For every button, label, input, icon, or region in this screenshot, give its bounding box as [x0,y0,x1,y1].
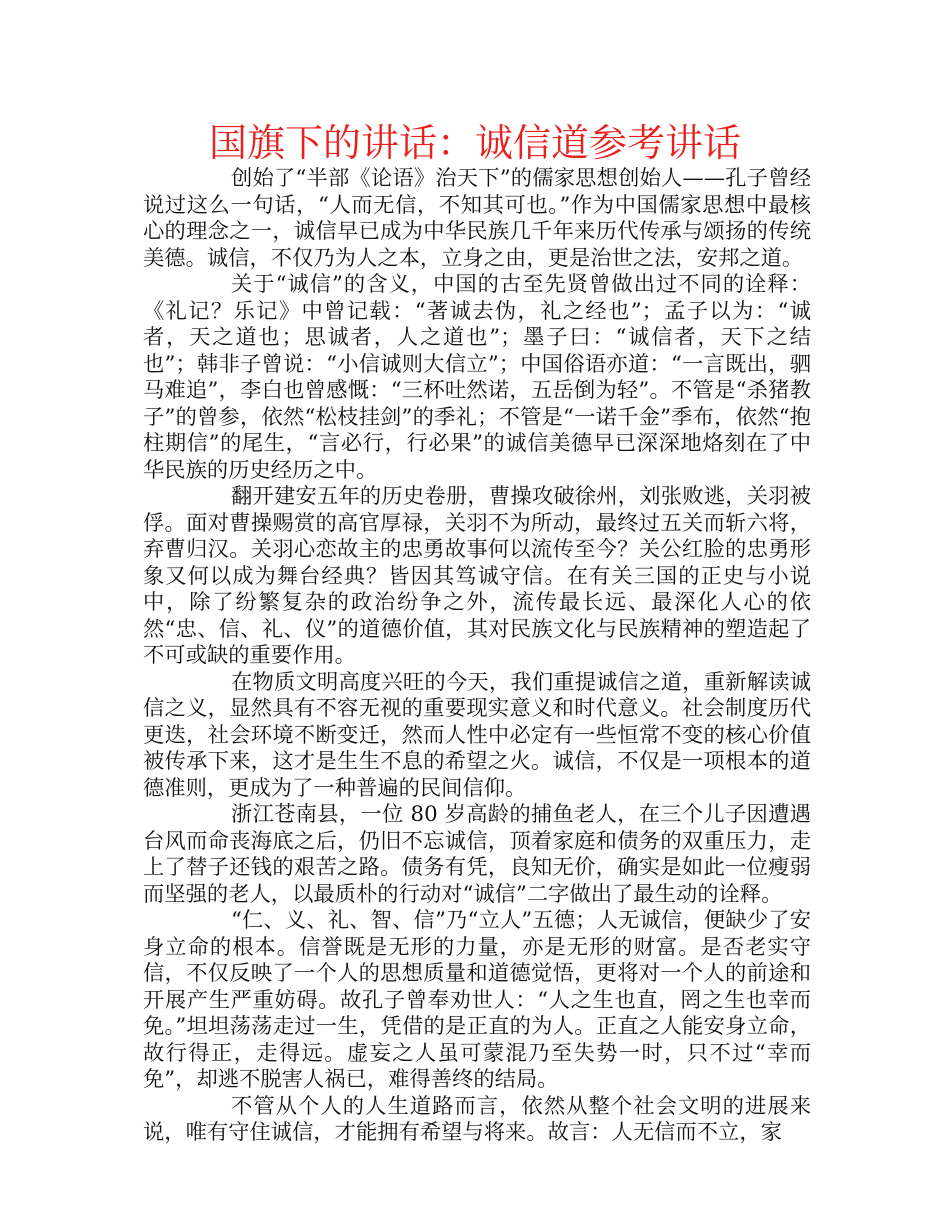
document-title: 国旗下的讲话：诚信道参考讲话 [208,121,741,165]
paragraph: 不管从个人的人生道路而言，依然从整个社会文明的进展来说，唯有守住诚信，才能拥有希望与将来。故言：人无信而不立，家 [143,1093,811,1145]
paragraph: 翻开建安五年的历史卷册，曹操攻破徐州，刘张败逃，关羽被俘。面对曹操赐赏的高官厚禄，关羽不为所动，最终过五关而斩六将，弃曹归汉。关羽心恋故主的忠勇故事何以流传至今？关公红脸的忠勇形象又何以成为舞台经典？皆因其笃诚守信。在有关三国的正史与小说中，除了纷繁复杂的政治纷争之外，流传最长远、最深化人心的依然“忠、信、礼、仪”的道德价值，其对民族文化与民族精神的塑造起了不可或缺的重要作用。 [143,484,811,668]
paragraph: “仁、义、礼、智、信”乃“立人”五德；人无诚信，便缺少了安身立命的根本。信誉既是无形的力量，亦是无形的财富。是否老实守信，不仅反映了一个人的思想质量和道德觉悟，更将对一个人的前途和开展产生严重妨碍。故孔子曾奉劝世人：“人之生也直，罔之生也幸而免。”坦坦荡荡走过一生，凭借的是正直的为人。正直之人能安身立命，故行得正，走得远。虚妄之人虽可蒙混乃至失势一时，只不过“幸而免”，却逃不脱害人祸已，难得善终的结局。 [143,908,811,1092]
document-body [143,166,811,1147]
paragraph: 创始了“半部《论语》治天下”的儒家思想创始人——孔子曾经说过这么一句话，“人而无信，不知其可也。”作为中国儒家思想中最核心的理念之一，诚信早已成为中华民族几千年来历代传承与颂扬的传统美德。诚信，不仅乃为人之本，立身之由，更是治世之法，安邦之道。 [143,166,811,271]
paragraph: 关于“诚信”的含义，中国的古至先贤曾做出过不同的诠释：《礼记？乐记》中曾记载：“著诚去伪，礼之经也”；孟子以为：“诚者，天之道也；思诚者，人之道也”；墨子曰：“诚信者，天下之结也”；韩非子曾说：“小信诚则大信立”；中国俗语亦道：“一言既出，驷马难追”，李白也曾感慨：“三杯吐然诺，五岳倒为轻”。不管是“杀猪教子”的曾参，依然“松枝挂剑”的季礼；不管是“一诺千金”季布，依然“抱柱期信”的尾生，“言必行，行必果”的诚信美德早已深深地烙刻在了中华民族的历史经历之中。 [143,272,811,483]
paragraph: 在物质文明高度兴旺的今天，我们重提诚信之道，重新解读诚信之义，显然具有不容无视的重要现实意义和时代意义。社会制度历代更迭，社会环境不断变迁，然而人性中必定有一些恒常不变的核心价值被传承下来，这才是生生不息的希望之火。诚信，不仅是一项根本的道德准则，更成为了一种普遍的民间信仰。 [143,669,811,801]
paragraph: 浙江苍南县，一位 80 岁高龄的捕鱼老人，在三个儿子因遭遇台风而命丧海底之后，仍旧不忘诚信，顶着家庭和债务的双重压力，走上了替子还钱的艰苦之路。债务有凭，良知无价，确实是如此一位瘦弱而坚强的老人，以最质朴的行动对“诚信”二字做出了最生动的诠释。 [143,802,811,907]
